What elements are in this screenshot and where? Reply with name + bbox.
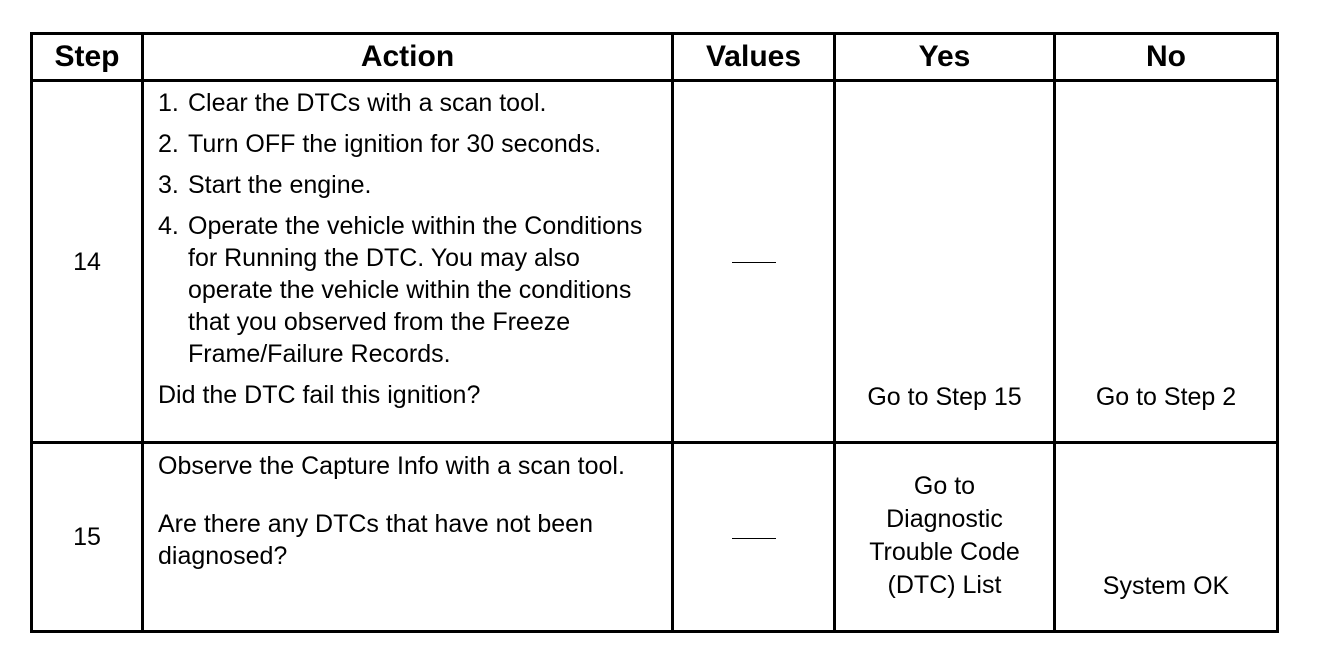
- values-cell: [673, 443, 835, 632]
- header-row: [32, 34, 1278, 81]
- step-item-text: Clear the DTCs with a scan tool.: [188, 89, 547, 117]
- header-no: No: [1055, 34, 1278, 81]
- no-cell: [1055, 443, 1278, 632]
- no-cell: [1055, 81, 1278, 443]
- yes-result-line: Go to: [913, 472, 976, 500]
- step-item-text: Start the engine.: [188, 171, 372, 199]
- list-item: [158, 169, 665, 201]
- yes-result: Go to Step 15: [867, 383, 1022, 411]
- step-item-text: Operate the vehicle within the Conditions for Running the DTC. You may also operate the vehicle within the conditions that you observed from the Freeze Frame/Failure Records.: [188, 212, 643, 368]
- table-row: [32, 81, 1278, 443]
- no-result: System OK: [1102, 572, 1230, 600]
- header-action: Action: [143, 34, 673, 81]
- header-values: Values: [673, 34, 835, 81]
- step-number: 14: [32, 81, 143, 443]
- diagnostic-table: [30, 32, 1279, 633]
- action-text: Observe the Capture Info with a scan tool.: [158, 452, 625, 480]
- step-item-number: 4.: [158, 212, 179, 240]
- no-result: Go to Step 2: [1095, 383, 1237, 411]
- step-number: 15: [32, 443, 143, 632]
- list-item: [158, 210, 665, 370]
- action-cell: [143, 81, 673, 443]
- yes-result-line: Trouble Code: [869, 538, 1020, 566]
- step-item-text: Turn OFF the ignition for 30 seconds.: [188, 130, 602, 158]
- yes-cell: [835, 443, 1055, 632]
- yes-result-line: Diagnostic: [886, 505, 1003, 533]
- step-item-number: 1.: [158, 89, 179, 117]
- action-question: Did the DTC fail this ignition?: [158, 381, 481, 409]
- values-cell: [673, 81, 835, 443]
- list-item: [158, 87, 665, 119]
- yes-result: [836, 470, 1053, 630]
- yes-result-line: (DTC) List: [887, 571, 1002, 599]
- step-item-number: 3.: [158, 171, 179, 199]
- values-dash: [732, 262, 776, 263]
- action-question: Are there any DTCs that have not been diagnosed?: [158, 510, 593, 570]
- header-yes: Yes: [835, 34, 1055, 81]
- values-dash: [732, 538, 776, 539]
- action-steps-list: [158, 87, 665, 370]
- list-item: [158, 128, 665, 160]
- yes-cell: [835, 81, 1055, 443]
- header-step: Step: [32, 34, 143, 81]
- action-cell: [143, 443, 673, 632]
- step-item-number: 2.: [158, 130, 179, 158]
- table-row: [32, 443, 1278, 632]
